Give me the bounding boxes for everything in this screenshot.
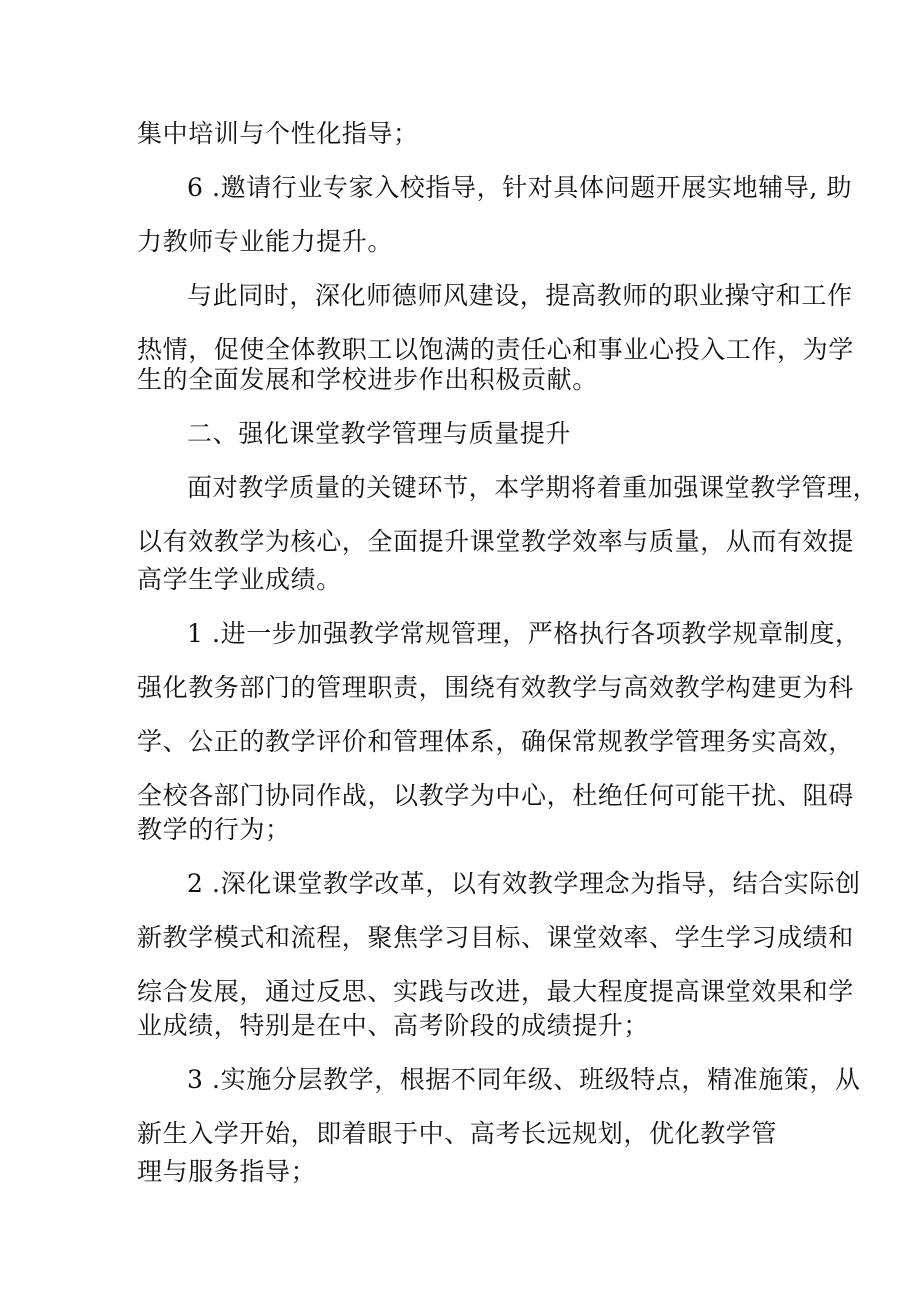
text-line: 3 .实施分层教学，根据不同年级、班级特点，精准施策，从 <box>187 1065 861 1094</box>
text-line: 1 .进一步加强教学常规管理，严格执行各项教学规章制度， <box>187 619 861 648</box>
text-line: 综合发展，通过反思、实践与改进，最大程度提高课堂效果和学 <box>137 977 854 1006</box>
text-line: 与此同时，深化师德师风建设，提高教师的职业操守和工作 <box>187 281 853 310</box>
text-line: 新生入学开始，即着眼于中、高考长远规划，优化教学管 <box>137 1119 778 1148</box>
text-line: 6 .邀请行业专家入校指导，针对具体问题开展实地辅导, 助 <box>187 173 853 202</box>
text-line: 学、公正的教学评价和管理体系，确保常规教学管理务实高效， <box>137 727 854 756</box>
text-line: 以有效教学为核心，全面提升课堂教学效率与质量，从而有效提 <box>137 527 854 556</box>
text-line: 集中培训与个性化指导； <box>137 119 419 148</box>
section-heading: 二、强化课堂教学管理与质量提升 <box>187 419 572 448</box>
text-line: 全校各部门协同作战，以教学为中心，杜绝任何可能干扰、阻碍 <box>137 781 854 810</box>
text-line: 教学的行为； <box>137 815 291 844</box>
text-line: 新教学模式和流程，聚焦学习目标、课堂效率、学生学习成绩和 <box>137 923 854 952</box>
text-line: 高学生学业成绩。 <box>137 565 342 594</box>
text-line: 力教师专业能力提升。 <box>137 227 394 256</box>
text-line: 2 .深化课堂教学改革，以有效教学理念为指导，结合实际创 <box>187 869 861 898</box>
text-line: 业成绩，特别是在中、高考阶段的成绩提升； <box>137 1011 650 1040</box>
text-line: 面对教学质量的关键环节，本学期将着重加强课堂教学管理， <box>187 473 879 502</box>
text-line: 生的全面发展和学校进步作出积极贡献。 <box>137 365 598 394</box>
text-line: 强化教务部门的管理职责，围绕有效教学与高效教学构建更为科 <box>137 673 854 702</box>
text-line: 热情，促使全体教职工以饱满的责任心和事业心投入工作，为学 <box>137 335 854 364</box>
text-line: 理与服务指导； <box>137 1157 317 1186</box>
